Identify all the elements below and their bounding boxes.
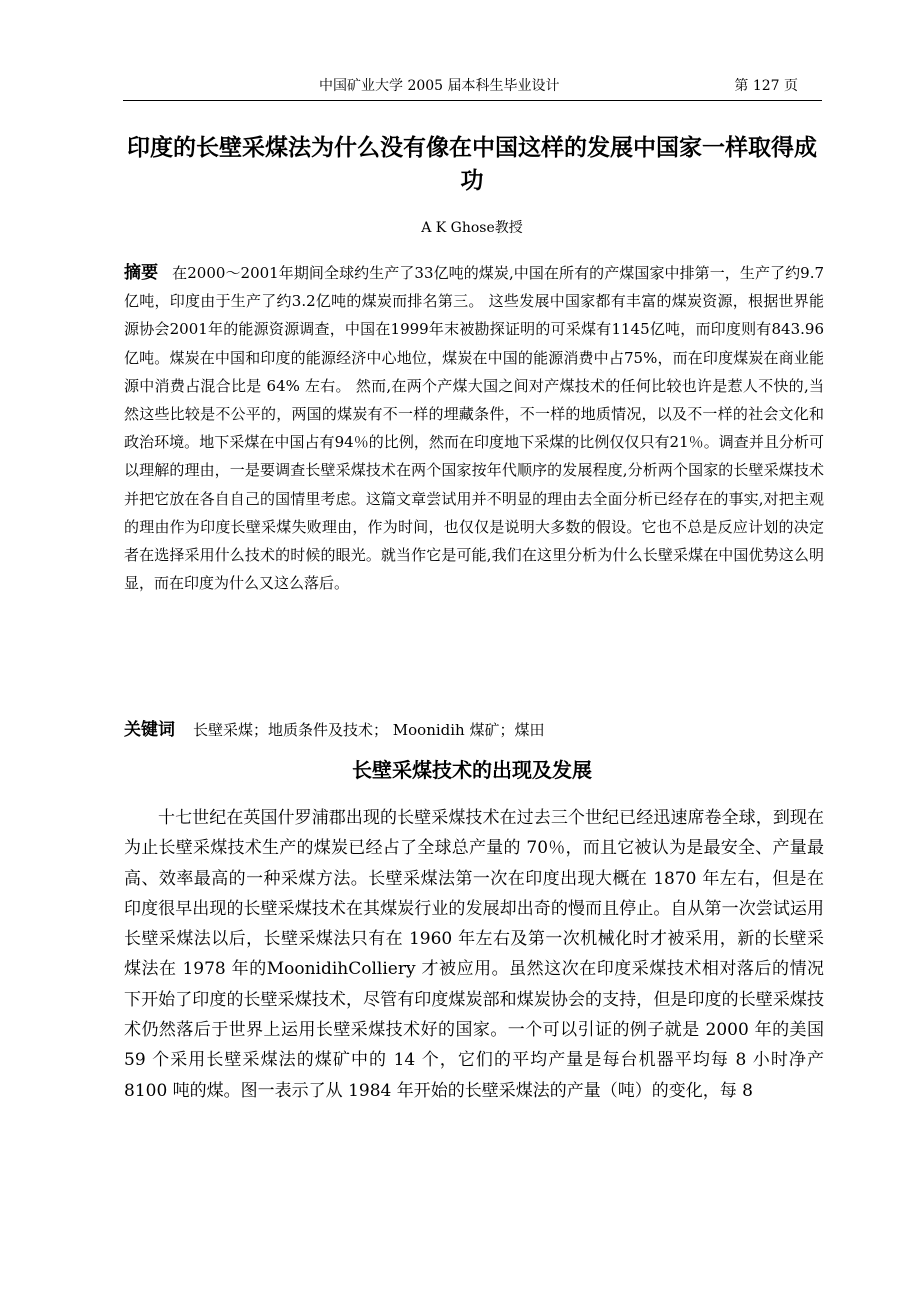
keywords bbox=[124, 716, 824, 744]
section-heading: 长壁采煤技术的出现及发展 bbox=[352, 758, 592, 782]
page-header bbox=[123, 76, 822, 101]
article-author: A K Ghose教授 bbox=[421, 220, 523, 236]
abstract-text: 在2000～2001年期间全球约生产了33亿吨的煤炭,中国在所有的产煤国家中排第一，生产了约9.7亿吨，印度由于生产了约3.2亿吨的煤炭而排名第三。 这些发展中国家都有丰富的煤炭资源，根据世界能源协会2001年的能源资源调查，中国在1999年末被勘探证明的可采煤有1145亿吨，而印度则有843.96亿吨。煤炭在中国和印度的能源经济中心地位，煤炭在中国的能源消费中占75%，而在印度煤炭在商业能源中消费占混合比是 64% 左右。 然而,在两个产煤大国之间对产煤技术的任何比较也许是惹人不快的,当然这些比较是不公平的，两国的煤炭有不一样的埋藏条件，不一样的地质情况，以及不一样的社会文化和政治环境。地下采煤在中国占有94％的比例，然而在印度地下采煤的比例仅仅只有21％。调查并且分析可以理解的理由，一是要调查长壁采煤技术在两个国家按年代顺序的发展程度,分析两个国家的长壁采煤技术并把它放在各自自己的国情里考虑。这篇文章尝试用并不明显的理由去全面分析已经存在的事实,对把主观的理由作为印度长壁采煤失败理由，作为时间，也仅仅是说明大多数的假设。它也不总是反应计划的决定者在选择采用什么技术的时候的眼光。就当作它是可能,我们在这里分析为什么长壁采煤在中国优势这么明显，而在印度为什么又这么落后。 bbox=[124, 264, 825, 593]
abstract-label: 摘要 bbox=[124, 263, 159, 283]
header-institution: 中国矿业大学 2005 届本科生毕业设计 bbox=[319, 78, 560, 94]
keywords-text: 长壁采煤；地质条件及技术； Moonidih 煤矿；煤田 bbox=[193, 721, 545, 739]
article-title: 印度的长壁采煤法为什么没有像在中国这样的发展中国家一样取得成功 bbox=[127, 135, 817, 194]
keywords-label: 关键词 bbox=[124, 720, 175, 740]
abstract bbox=[124, 259, 824, 597]
body-paragraph: 十七世纪在英国什罗浦郡出现的长壁采煤技术在过去三个世纪已经迅速席卷全球，到现在为止长壁采煤技术生产的煤炭已经占了全球总产量的 70％，而且它被认为是最安全、产量最高、效率最高的一种采煤方法。长壁采煤法第一次在印度出现大概在 1870 年左右，但是在印度很早出现的长壁采煤技术在其煤炭行业的发展却出奇的慢而且停止。自从第一次尝试运用长壁采煤法以后，长壁采煤法只有在 1960 年左右及第一次机械化时才被采用，新的长壁采煤法在 1978 年的MoonidihColliery 才被应用。虽然这次在印度采煤技术相对落后的情况下开始了印度的长壁采煤技术，尽管有印度煤炭部和煤炭协会的支持，但是印度的长壁采煤技术仍然落后于世界上运用长壁采煤技术好的国家。一个可以引证的例子就是 2000 年的美国 59 个采用长壁采煤法的煤矿中的 14 个，它们的平均产量是每台机器平均每 8 小时净产 8100 吨的煤。图一表示了从 1984 年开始的长壁采煤法的产量（吨）的变化，每 8 bbox=[124, 808, 824, 1101]
header-page-number: 第 127 页 bbox=[734, 78, 798, 94]
